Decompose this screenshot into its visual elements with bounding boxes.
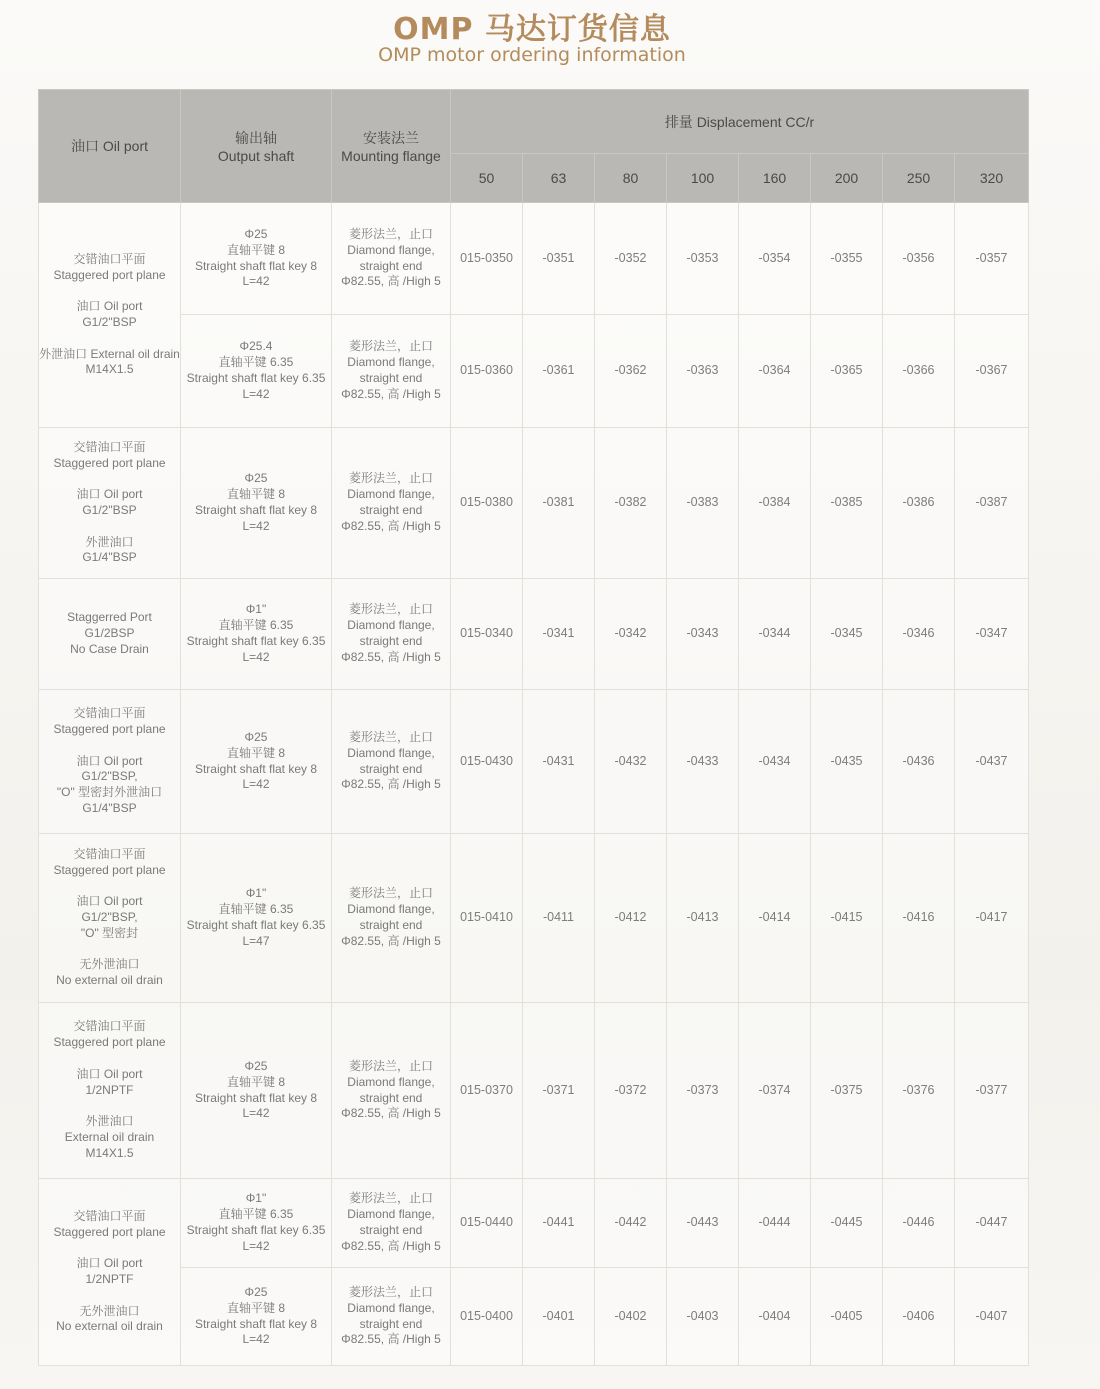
order-code-cell: -0407: [955, 1268, 1029, 1366]
cell-line: Diamond flange,: [347, 355, 435, 370]
order-code-cell: -0436: [883, 690, 955, 834]
cell-line: straight end: [359, 1316, 423, 1331]
cell-line: 外泄油口 External oil drain: [39, 346, 180, 361]
cell-line: Straight shaft flat key 8: [194, 1316, 318, 1331]
order-code-cell: -0411: [523, 834, 595, 1003]
cell-line: 直轴平键 6.35: [218, 355, 294, 370]
order-code-cell: -0364: [739, 315, 811, 428]
cell-line: L=42: [242, 274, 270, 289]
cell-line: 交错油口平面: [73, 1208, 146, 1223]
cell-line: G1/2"BSP,: [81, 910, 138, 925]
mounting-flange-cell: [332, 834, 451, 1003]
order-code-cell: -0414: [739, 834, 811, 1003]
cell-line: 交错油口平面: [73, 706, 146, 721]
output-shaft-cell: [181, 428, 332, 579]
order-code-cell: -0342: [595, 579, 667, 690]
mounting-flange-cell: [332, 1268, 451, 1366]
cell-line: G1/4"BSP: [82, 550, 137, 565]
order-code-cell: -0355: [811, 203, 883, 315]
cell-line: 菱形法兰，止口: [348, 1191, 433, 1206]
line-gap: [39, 879, 180, 895]
cell-line: 直轴平键 6.35: [218, 1207, 294, 1222]
cell-line: "O" 型密封: [80, 925, 139, 940]
cell-line: Φ1": [245, 886, 267, 901]
cell-line: Φ25: [244, 471, 268, 486]
order-code-cell: -0432: [595, 690, 667, 834]
cell-line: Straight shaft flat key 8: [194, 258, 318, 273]
cell-line: 油口 Oil port: [76, 753, 143, 768]
line-gap: [39, 1240, 180, 1256]
line-gap: [39, 331, 180, 347]
order-code-cell: -0403: [667, 1268, 739, 1366]
order-code-cell: -0381: [523, 428, 595, 579]
cell-line: straight end: [359, 634, 423, 648]
order-code-cell: -0366: [883, 315, 955, 428]
cell-line: Diamond flange,: [347, 242, 435, 257]
cell-line: Staggered port plane: [53, 455, 166, 470]
order-code-cell: -0434: [739, 690, 811, 834]
cell-line: Staggered port plane: [53, 267, 166, 282]
order-code-cell: 015-0410: [451, 834, 523, 1003]
cell-line: Φ82.55, 高 /High 5: [341, 649, 441, 664]
order-code-cell: -0376: [883, 1003, 955, 1179]
order-code-cell: 015-0400: [451, 1268, 523, 1366]
oil-port-cell: [39, 1179, 181, 1366]
order-code-cell: -0354: [739, 203, 811, 315]
table-row: [39, 428, 1029, 579]
order-code-cell: -0444: [739, 1179, 811, 1268]
order-code-cell: -0441: [523, 1179, 595, 1268]
cell-line: 菱形法兰，止口: [348, 1058, 433, 1073]
cell-line: Φ25.4: [239, 339, 273, 354]
cell-line: M14X1.5: [85, 362, 134, 377]
table-row: [39, 579, 1029, 690]
cell-line: G1/2"BSP: [82, 503, 137, 517]
output-shaft-cell: [181, 315, 332, 428]
order-code-cell: -0406: [883, 1268, 955, 1366]
order-code-cell: -0345: [811, 579, 883, 690]
cell-line: L=42: [242, 386, 270, 401]
order-code-cell: -0373: [667, 1003, 739, 1179]
line-gap: [39, 1051, 180, 1067]
order-code-cell: -0404: [739, 1268, 811, 1366]
line-gap: [39, 1288, 180, 1304]
order-code-cell: -0375: [811, 1003, 883, 1179]
cell-line: Φ82.55, 高 /High 5: [341, 1238, 441, 1253]
order-code-cell: -0344: [739, 579, 811, 690]
cell-line: G1/2"BSP: [82, 315, 137, 329]
cell-line: 交错油口平面: [73, 251, 146, 266]
cell-line: 1/2NPTF: [85, 1272, 134, 1286]
header-displacement-value: 50: [451, 154, 523, 203]
cell-line: Φ82.55, 高 /High 5: [341, 1332, 441, 1347]
oil-port-cell: [39, 690, 181, 834]
table-row: [39, 1003, 1029, 1179]
cell-line: 1/2NPTF: [85, 1082, 134, 1097]
order-code-cell: -0446: [883, 1179, 955, 1268]
order-code-cell: -0433: [667, 690, 739, 834]
order-code-cell: -0352: [595, 203, 667, 315]
cell-line: Staggered port plane: [53, 722, 166, 736]
cell-line: 油口 Oil port: [76, 487, 143, 502]
order-code-cell: -0443: [667, 1179, 739, 1268]
order-code-cell: 015-0440: [451, 1179, 523, 1268]
cell-line: G1/2BSP: [84, 626, 135, 641]
cell-line: External oil drain: [64, 1129, 155, 1144]
order-code-cell: 015-0370: [451, 1003, 523, 1179]
cell-line: 菱形法兰，止口: [348, 602, 433, 617]
output-shaft-cell: [181, 1179, 332, 1268]
order-code-cell: -0346: [883, 579, 955, 690]
cell-line: Straight shaft flat key 8: [194, 1090, 318, 1105]
mounting-flange-cell: [332, 1179, 451, 1268]
output-shaft-cell: [181, 579, 332, 690]
cell-line: 交错油口平面: [73, 439, 146, 454]
cell-line: 菱形法兰，止口: [348, 729, 433, 744]
order-code-cell: -0361: [523, 315, 595, 428]
order-code-cell: -0431: [523, 690, 595, 834]
order-code-cell: -0363: [667, 315, 739, 428]
order-code-cell: -0365: [811, 315, 883, 428]
header-displacement-value: 200: [811, 154, 883, 203]
order-code-cell: 015-0430: [451, 690, 523, 834]
order-code-cell: -0445: [811, 1179, 883, 1268]
order-code-cell: -0367: [955, 315, 1029, 428]
cell-line: Φ1": [245, 1191, 267, 1206]
cell-line: Straight shaft flat key 6.35: [186, 1223, 326, 1237]
header-oil-port: 油口 Oil port: [39, 90, 181, 203]
cell-line: 油口 Oil port: [76, 299, 143, 314]
mounting-flange-cell: [332, 203, 451, 315]
cell-line: straight end: [359, 761, 423, 776]
output-shaft-cell: [181, 834, 332, 1003]
cell-line: Staggered port plane: [53, 862, 166, 877]
cell-line: L=42: [242, 777, 270, 792]
order-code-cell: 015-0380: [451, 428, 523, 579]
order-code-cell: -0356: [883, 203, 955, 315]
order-code-cell: 015-0350: [451, 203, 523, 315]
cell-line: Φ82.55, 高 /High 5: [341, 933, 441, 948]
cell-line: Φ25: [244, 226, 268, 241]
cell-line: Diamond flange,: [347, 902, 435, 917]
order-code-cell: -0386: [883, 428, 955, 579]
table-row: [39, 203, 1029, 315]
cell-line: 直轴平键 8: [226, 1074, 285, 1089]
cell-line: 直轴平键 8: [226, 745, 285, 760]
cell-line: L=42: [242, 518, 270, 533]
cell-line: Φ82.55, 高 /High 5: [341, 777, 441, 792]
cell-line: Diamond flange,: [347, 1300, 435, 1315]
cell-line: Straight shaft flat key 8: [194, 761, 318, 776]
cell-line: straight end: [359, 258, 423, 273]
cell-line: "O" 型密封外泄油口: [56, 785, 163, 800]
header-displacement: 排量 Displacement CC/r: [451, 90, 1029, 154]
table-row: [39, 1179, 1029, 1268]
oil-port-cell: [39, 834, 181, 1003]
cell-line: Φ82.55, 高 /High 5: [341, 1106, 441, 1121]
cell-line: straight end: [359, 371, 423, 385]
cell-line: 无外泄油口: [79, 1303, 140, 1318]
order-code-cell: -0413: [667, 834, 739, 1003]
header-mounting-flange: 安装法兰 Mounting flange: [332, 90, 451, 203]
cell-line: Φ25: [244, 729, 268, 744]
cell-line: straight end: [359, 503, 423, 517]
cell-line: 无外泄油口: [79, 957, 140, 972]
cell-line: Diamond flange,: [347, 745, 435, 760]
cell-line: Straight shaft flat key 6.35: [186, 371, 326, 385]
table-row: [39, 315, 1029, 428]
order-code-cell: -0415: [811, 834, 883, 1003]
cell-line: 直轴平键 8: [226, 487, 285, 502]
cell-line: 交错油口平面: [73, 1019, 146, 1034]
cell-line: Diamond flange,: [347, 618, 435, 633]
order-code-cell: -0371: [523, 1003, 595, 1179]
cell-line: M14X1.5: [85, 1145, 134, 1160]
cell-line: 直轴平键 6.35: [218, 618, 294, 633]
cell-line: 菱形法兰，止口: [348, 471, 433, 486]
output-shaft-cell: [181, 690, 332, 834]
order-code-cell: 015-0360: [451, 315, 523, 428]
cell-line: 直轴平键 8: [226, 1300, 285, 1315]
order-code-cell: -0347: [955, 579, 1029, 690]
order-code-cell: -0351: [523, 203, 595, 315]
order-code-cell: -0437: [955, 690, 1029, 834]
order-code-cell: -0374: [739, 1003, 811, 1179]
order-code-cell: -0402: [595, 1268, 667, 1366]
order-code-cell: -0372: [595, 1003, 667, 1179]
cell-line: Straight shaft flat key 6.35: [186, 634, 326, 648]
header-displacement-value: 160: [739, 154, 811, 203]
order-code-cell: -0405: [811, 1268, 883, 1366]
order-code-cell: -0382: [595, 428, 667, 579]
cell-line: 直轴平键 8: [226, 242, 285, 257]
cell-line: No external oil drain: [56, 1319, 163, 1334]
cell-line: 油口 Oil port: [76, 894, 143, 909]
header-displacement-value: 250: [883, 154, 955, 203]
table-row: [39, 690, 1029, 834]
header-displacement-value: 320: [955, 154, 1029, 203]
cell-line: straight end: [359, 918, 423, 932]
line-gap: [39, 1098, 180, 1114]
oil-port-cell: [39, 203, 181, 428]
header-output-shaft: 输出轴 Output shaft: [181, 90, 332, 203]
cell-line: Φ25: [244, 1284, 268, 1299]
cell-line: L=47: [242, 933, 270, 948]
cell-line: G1/4"BSP: [82, 800, 137, 815]
line-gap: [39, 519, 180, 535]
page-subtitle: OMP motor ordering information: [378, 44, 686, 66]
order-code-cell: -0384: [739, 428, 811, 579]
order-code-cell: 015-0340: [451, 579, 523, 690]
line-gap: [39, 942, 180, 958]
line-gap: [39, 471, 180, 487]
cell-line: 外泄油口: [85, 534, 134, 549]
oil-port-cell: [39, 579, 181, 690]
line-gap: [39, 283, 180, 299]
mounting-flange-cell: [332, 428, 451, 579]
mounting-flange-cell: [332, 690, 451, 834]
page-title: OMP 马达订货信息: [393, 12, 671, 47]
order-code-cell: -0412: [595, 834, 667, 1003]
cell-line: 交错油口平面: [73, 846, 146, 861]
cell-line: straight end: [359, 1223, 423, 1237]
order-code-cell: -0343: [667, 579, 739, 690]
cell-line: 菱形法兰，止口: [348, 226, 433, 241]
cell-line: 菱形法兰，止口: [348, 339, 433, 354]
table-row: [39, 1268, 1029, 1366]
output-shaft-cell: [181, 1003, 332, 1179]
header-displacement-value: 100: [667, 154, 739, 203]
order-code-cell: -0362: [595, 315, 667, 428]
cell-line: Staggered port plane: [53, 1224, 166, 1239]
cell-line: Φ25: [244, 1058, 268, 1073]
output-shaft-cell: [181, 1268, 332, 1366]
header-displacement-value: 63: [523, 154, 595, 203]
cell-line: Φ82.55, 高 /High 5: [341, 274, 441, 289]
output-shaft-cell: [181, 203, 332, 315]
cell-line: Φ82.55, 高 /High 5: [341, 518, 441, 533]
cell-line: Staggerred Port: [67, 610, 152, 625]
ordering-table: [38, 89, 1029, 1366]
order-code-cell: -0383: [667, 428, 739, 579]
oil-port-cell: [39, 428, 181, 579]
cell-line: Φ82.55, 高 /High 5: [341, 386, 441, 401]
cell-line: 菱形法兰，止口: [348, 1284, 433, 1299]
order-code-cell: -0401: [523, 1268, 595, 1366]
cell-line: L=42: [242, 1332, 270, 1347]
cell-line: L=42: [242, 1238, 270, 1253]
order-code-cell: -0416: [883, 834, 955, 1003]
cell-line: 菱形法兰，止口: [348, 886, 433, 901]
order-code-cell: -0353: [667, 203, 739, 315]
cell-line: No Case Drain: [70, 641, 149, 656]
cell-line: Staggered port plane: [53, 1035, 166, 1050]
cell-line: G1/2"BSP,: [81, 769, 138, 784]
cell-line: Diamond flange,: [347, 1207, 435, 1222]
cell-line: straight end: [359, 1090, 423, 1105]
mounting-flange-cell: [332, 579, 451, 690]
order-code-cell: -0435: [811, 690, 883, 834]
cell-line: Diamond flange,: [347, 487, 435, 502]
order-code-cell: -0341: [523, 579, 595, 690]
cell-line: 直轴平键 6.35: [218, 902, 294, 917]
table-row: [39, 834, 1029, 1003]
oil-port-cell: [39, 1003, 181, 1179]
cell-line: Straight shaft flat key 6.35: [186, 918, 326, 932]
cell-line: 油口 Oil port: [76, 1256, 143, 1271]
order-code-cell: -0387: [955, 428, 1029, 579]
order-code-cell: -0385: [811, 428, 883, 579]
cell-line: Diamond flange,: [347, 1074, 435, 1089]
mounting-flange-cell: [332, 1003, 451, 1179]
order-code-cell: -0447: [955, 1179, 1029, 1268]
line-gap: [39, 738, 180, 754]
header-displacement-value: 80: [595, 154, 667, 203]
order-code-cell: -0357: [955, 203, 1029, 315]
cell-line: L=42: [242, 649, 270, 664]
cell-line: L=42: [242, 1106, 270, 1121]
cell-line: Φ1": [245, 602, 267, 617]
order-code-cell: -0442: [595, 1179, 667, 1268]
cell-line: Straight shaft flat key 8: [194, 503, 318, 517]
order-code-cell: -0417: [955, 834, 1029, 1003]
cell-line: 油口 Oil port: [76, 1066, 143, 1081]
cell-line: No external oil drain: [56, 973, 163, 988]
cell-line: 外泄油口: [85, 1114, 134, 1129]
mounting-flange-cell: [332, 315, 451, 428]
order-code-cell: -0377: [955, 1003, 1029, 1179]
